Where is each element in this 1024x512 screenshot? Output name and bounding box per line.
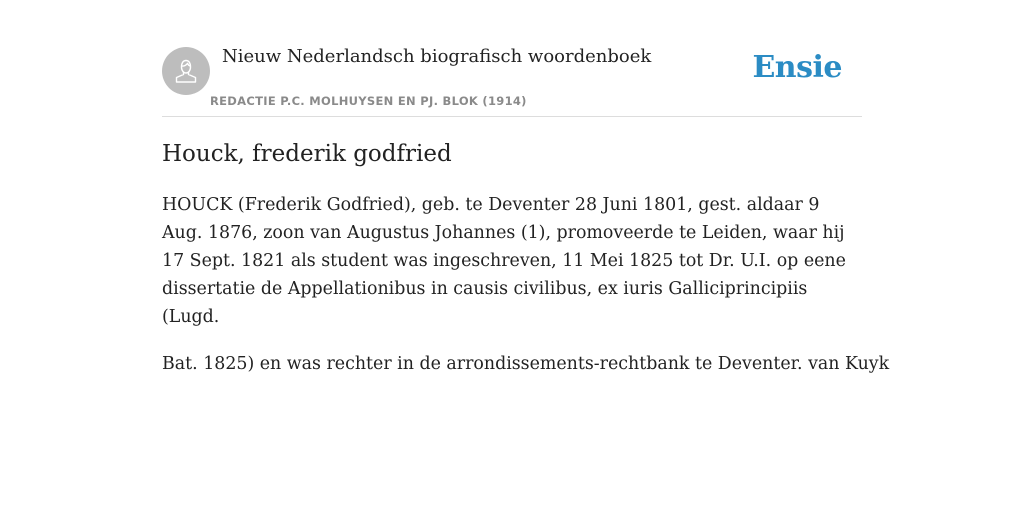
entry-paragraph: Bat. 1825) en was rechter in de arrondissements-rechtbank te Deventer. van Kuyk (162, 354, 890, 374)
book-title[interactable]: Nieuw Nederlandsch biografisch woordenboek (222, 46, 652, 67)
user-silhouette-icon (171, 56, 201, 86)
avatar[interactable] (162, 47, 210, 95)
entry-paragraph: HOUCK (Frederik Godfried), geb. te Deventer 28 Juni 1801, gest. aldaar 9 Aug. 1876, zoon van Augustus Johannes (1), promoveerde te Leiden, waar hij 17 Sept. 1821 als student was ingeschreven, 11 Mei 1825 tot Dr. U.I. op eene dissertatie de Appellationibus in causis civilibus, ex iuris Galliciprincipiis (Lugd. (162, 195, 846, 327)
editors-label: REDACTIE P.C. MOLHUYSEN EN PJ. BLOK (1914) (210, 94, 527, 108)
entry-title: Houck, frederik godfried (162, 141, 452, 167)
ensie-logo[interactable]: Ensie (752, 50, 842, 85)
page-container (162, 0, 890, 378)
book-header (162, 0, 862, 117)
